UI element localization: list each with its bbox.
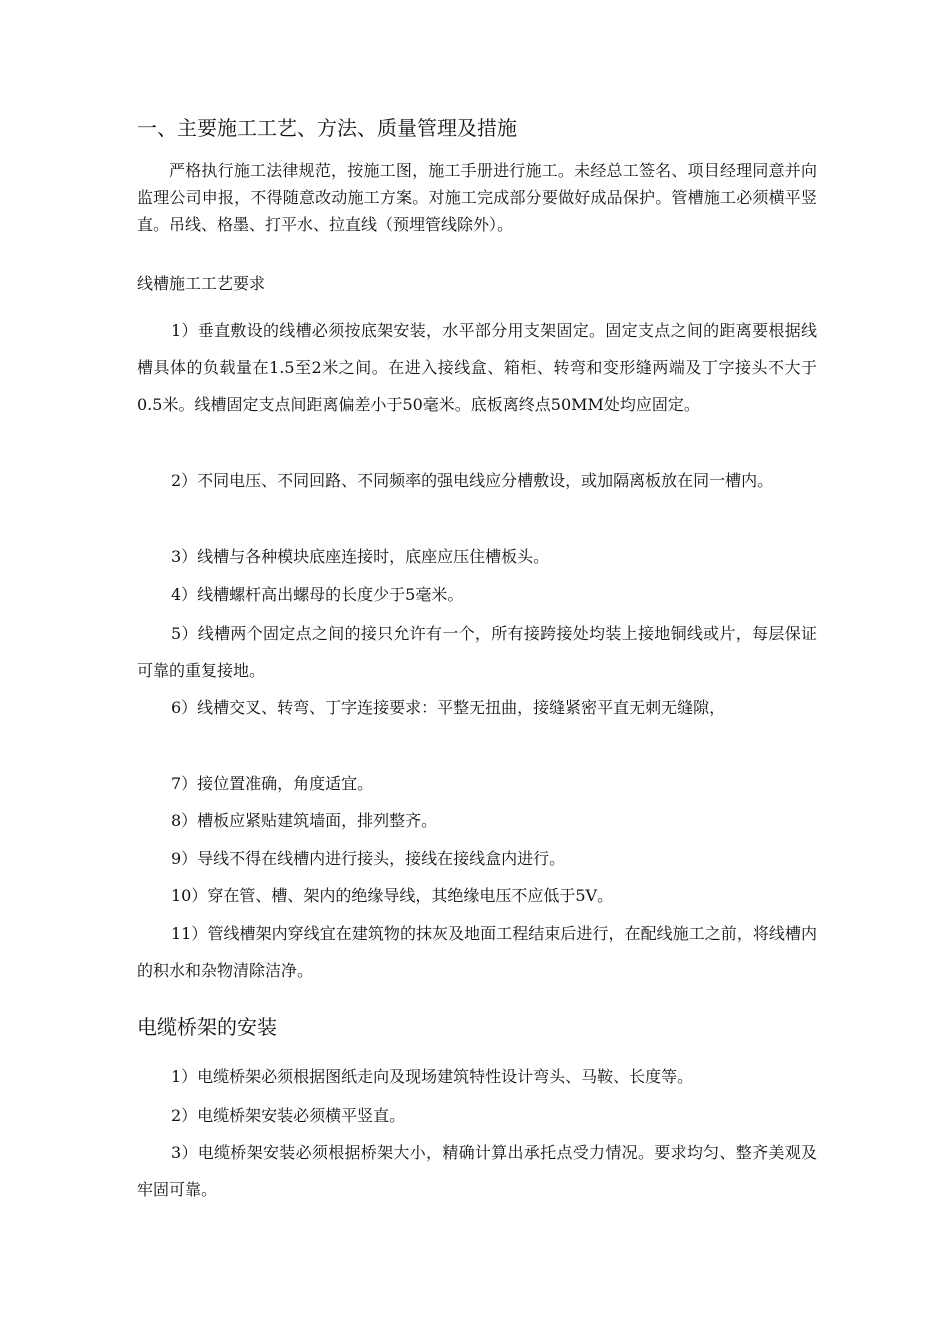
trunking-item-3: 3）线槽与各种模块底座连接时，底座应压住槽板头。 [171, 547, 550, 566]
trunking-item-2: 2）不同电压、不同回路、不同频率的强电线应分槽敷设，或加隔离板放在同一槽内。 [171, 471, 774, 490]
intro-paragraph: 严格执行施工法律规范，按施工图，施工手册进行施工。未经总工签名、项目经理同意并向监理公司申报，不得随意改动施工方案。对施工完成部分要做好成品保护。管槽施工必须横平竖直。吊线、格墨、打平水、拉直线（预埋管线除外）。 [137, 161, 817, 234]
trunking-item-10: 10）穿在管、槽、架内的绝缘导线，其绝缘电压不应低于5V。 [171, 886, 614, 905]
trunking-title: 线槽施工工艺要求 [137, 274, 266, 293]
tray-title: 电缆桥架的安装 [137, 1015, 277, 1039]
tray-item-2: 2）电缆桥架安装必须横平竖直。 [171, 1106, 406, 1125]
trunking-item-8: 8）槽板应紧贴建筑墙面，排列整齐。 [171, 811, 438, 830]
tray-item-3: 3）电缆桥架安装必须根据桥架大小，精确计算出承托点受力情况。要求均匀、整齐美观及牢固可靠。 [137, 1143, 817, 1199]
section-heading: 一、主要施工工艺、方法、质量管理及措施 [137, 116, 517, 140]
trunking-item-5: 5）线槽两个固定点之间的接只允许有一个，所有接跨接处均装上接地铜线或片，每层保证可靠的重复接地。 [137, 624, 817, 680]
trunking-item-4: 4）线槽螺杆高出螺母的长度少于5毫米。 [171, 585, 464, 604]
tray-item-1: 1）电缆桥架必须根据图纸走向及现场建筑特性设计弯头、马鞍、长度等。 [171, 1067, 694, 1086]
trunking-item-7: 7）接位置准确，角度适宜。 [171, 774, 374, 793]
trunking-item-9: 9）导线不得在线槽内进行接头，接线在接线盒内进行。 [171, 849, 566, 868]
trunking-item-1: 1）垂直敷设的线槽必须按底架安装，水平部分用支架固定。固定支点之间的距离要根据线槽具体的负载量在1.5至2米之间。在进入接线盒、箱柜、转弯和变形缝两端及丁字接头不大于0.5米。线槽固定支点间距离偏差小于50毫米。底板离终点50MM处均应固定。 [137, 321, 817, 414]
trunking-item-6: 6）线槽交叉、转弯、丁字连接要求：平整无扭曲，接缝紧密平直无刺无缝隙， [171, 698, 726, 717]
trunking-item-11: 11）管线槽架内穿线宜在建筑物的抹灰及地面工程结束后进行，在配线施工之前，将线槽内的积水和杂物清除洁净。 [137, 924, 817, 980]
